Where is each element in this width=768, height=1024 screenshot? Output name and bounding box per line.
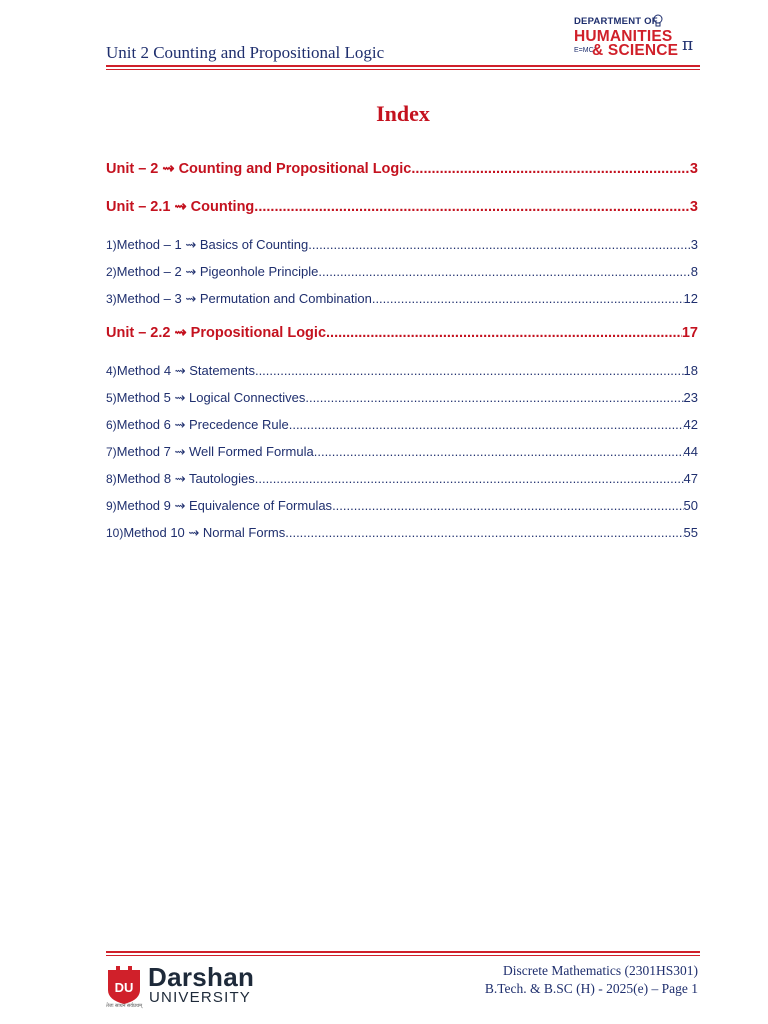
toc-method-entry[interactable] — [106, 291, 698, 307]
toc-entry-label: Method 4 ⇝ Statements — [116, 363, 255, 378]
toc-method-entry[interactable] — [106, 471, 698, 487]
toc-page-number: 23 — [683, 390, 698, 405]
toc-entry-label: Method 9 ⇝ Equivalence of Formulas — [116, 498, 333, 513]
header-title: Unit 2 Counting and Propositional Logic — [106, 43, 385, 62]
toc-page-number: 55 — [683, 525, 698, 540]
toc-entry-number: 4) — [106, 364, 117, 378]
toc-method-entry[interactable] — [106, 525, 698, 541]
logo-humanities: HUMANITIES — [574, 28, 673, 45]
toc-entry-label: Method 10 ⇝ Normal Forms — [123, 525, 286, 540]
header-rule-bottom — [106, 69, 700, 70]
toc-dot-leader — [255, 471, 684, 486]
toc-method-entry[interactable] — [106, 264, 698, 280]
university-name: Darshan — [148, 962, 255, 992]
logo-science: & SCIENCE — [592, 42, 679, 59]
footer-page-info: B.Tech. & B.SC (H) - 2025(e) – Page 1 — [484, 981, 698, 996]
header-rule-top — [106, 65, 700, 67]
toc-method-entry[interactable] — [106, 363, 698, 379]
toc-entry-label: Unit – 2 ⇝ Counting and Propositional Logic — [106, 161, 412, 177]
toc-entry-number: 2) — [106, 265, 117, 279]
toc-page-number: 47 — [683, 471, 698, 486]
toc-page-number: 3 — [690, 237, 698, 252]
toc-method-entry[interactable] — [106, 237, 698, 253]
toc-method-entry[interactable] — [106, 444, 698, 460]
toc-dot-leader — [332, 498, 683, 513]
toc-entry-number: 3) — [106, 292, 117, 306]
crest-letters: DU — [114, 980, 134, 995]
toc-page-number: 44 — [683, 444, 698, 459]
footer-rule-top — [106, 951, 700, 953]
toc-method-entry[interactable] — [106, 498, 698, 514]
toc-entry-number: 9) — [106, 499, 117, 513]
toc-unit-entry[interactable] — [106, 325, 698, 341]
toc-unit-entry[interactable] — [106, 161, 698, 177]
lightbulb-icon — [652, 14, 664, 28]
toc-entry-label: Method – 3 ⇝ Permutation and Combination — [116, 291, 372, 306]
toc-dot-leader — [314, 444, 684, 459]
toc-dot-leader — [372, 291, 684, 306]
department-logo — [572, 14, 698, 64]
toc-unit-entry[interactable] — [106, 199, 698, 215]
toc-dot-leader — [318, 264, 690, 279]
toc-dot-leader — [254, 199, 690, 215]
toc-dot-leader — [305, 390, 683, 405]
toc-dot-leader — [289, 417, 684, 432]
university-tagline: तेजः साधनं सर्वप्रथम् — [106, 1003, 143, 1009]
toc-page-number: 3 — [689, 161, 698, 177]
pi-icon: π — [682, 35, 694, 55]
toc-dot-leader — [411, 161, 690, 177]
footer-rule-bottom — [106, 955, 700, 956]
logo-department-of: DEPARTMENT OF — [574, 16, 658, 27]
toc-entry-label: Method 8 ⇝ Tautologies — [116, 471, 255, 486]
toc-entry-number: 1) — [106, 238, 117, 252]
university-crest-icon — [106, 964, 142, 1004]
toc-entry-number: 8) — [106, 472, 117, 486]
toc-dot-leader — [326, 325, 682, 341]
toc-entry-label: Method – 1 ⇝ Basics of Counting — [116, 237, 309, 252]
toc-entry-label: Method 5 ⇝ Logical Connectives — [116, 390, 306, 405]
toc-dot-leader — [285, 525, 683, 540]
toc-page-number: 8 — [690, 264, 698, 279]
toc-entry-label: Unit – 2.2 ⇝ Propositional Logic — [106, 325, 327, 341]
darshan-university-logo — [106, 962, 266, 1012]
toc-method-entry[interactable] — [106, 417, 698, 433]
toc-page-number: 42 — [683, 417, 698, 432]
toc-page-number: 12 — [683, 291, 698, 306]
toc-entry-label: Method – 2 ⇝ Pigeonhole Principle — [116, 264, 319, 279]
toc-entry-label: Method 6 ⇝ Precedence Rule — [116, 417, 289, 432]
toc-dot-leader — [255, 363, 684, 378]
toc-entry-number: 7) — [106, 445, 117, 459]
toc-dot-leader — [308, 237, 691, 252]
toc-page-number: 3 — [689, 199, 698, 215]
footer-course: Discrete Mathematics (2301HS301) — [503, 963, 698, 978]
index-title: Index — [376, 101, 430, 126]
toc-method-entry[interactable] — [106, 390, 698, 406]
toc-entry-label: Unit – 2.1 ⇝ Counting — [106, 199, 255, 215]
toc-entry-number: 10) — [106, 526, 124, 540]
toc-page-number: 18 — [683, 363, 698, 378]
toc-entry-label: Method 7 ⇝ Well Formed Formula — [116, 444, 314, 459]
university-subtitle: UNIVERSITY — [149, 989, 252, 1006]
toc-page-number: 17 — [681, 325, 698, 341]
toc-page-number: 50 — [683, 498, 698, 513]
toc-entry-number: 6) — [106, 418, 117, 432]
toc-entry-number: 5) — [106, 391, 117, 405]
logo-formula: E=MC² — [574, 47, 596, 54]
